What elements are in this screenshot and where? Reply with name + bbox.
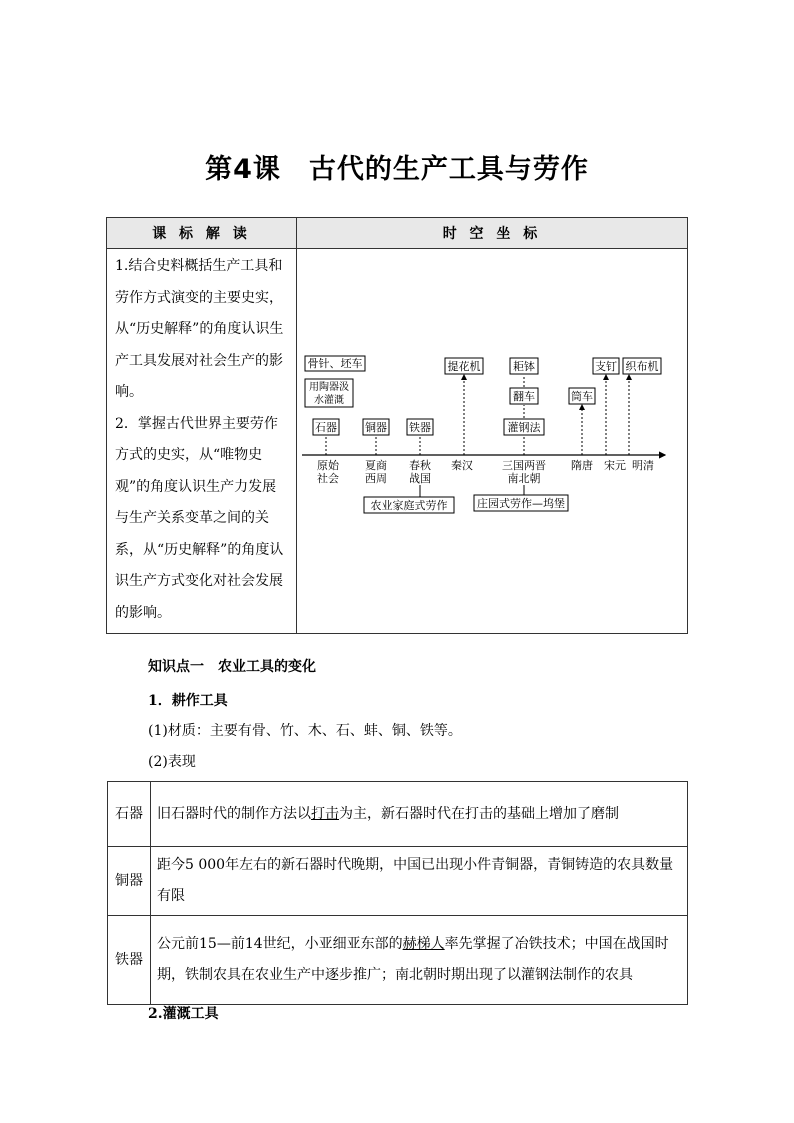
label-bone-needle: 骨针、坯车 (307, 357, 363, 370)
label-pottery-1: 用陶器汲 (309, 382, 349, 393)
row-content: 距今5 000年左右的新石器时代晚期，中国已出现小件青铜器，青铜铸造的农具数量有限 (151, 847, 688, 916)
period-sanguo-1: 三国两晋 (502, 459, 546, 472)
label-iron: 铁器 (409, 421, 431, 434)
period-songyuan: 宋元 (604, 459, 626, 472)
label-support-nail: 支钉 (595, 360, 617, 373)
timeline-cell (297, 249, 688, 634)
row-name: 铜器 (108, 847, 151, 916)
row-content: 公元前15—前14世纪，小亚细亚东部的赫梯人率先掌握了冶铁技术；中国在战国时期，铁制农具在农业生产中逐步推广；南北朝时期出现了以灌钢法制作的农具 (151, 916, 688, 1005)
tools-table (107, 781, 688, 1005)
underlined-term: 打击 (311, 805, 339, 822)
period-qinhan: 秦汉 (451, 459, 473, 472)
period-primitive-1: 原始 (317, 459, 339, 472)
material-text: (1)材质：主要有骨、竹、木、石、蚌、铜、铁等。 (148, 723, 462, 739)
standards-text (107, 249, 297, 634)
period-chunqiu-1: 春秋 (409, 459, 431, 472)
label-manor-labor: 庄园式劳作—坞堡 (477, 497, 565, 510)
table-row (108, 847, 688, 916)
lesson-overview-table (106, 217, 688, 634)
underlined-term: 赫梯人 (402, 936, 445, 952)
period-sanguo-2: 南北朝 (507, 472, 541, 485)
subheading-irrigation-tools: 2.灌溉工具 (148, 1006, 219, 1022)
table-row (108, 916, 688, 1005)
period-suitang: 隋唐 (571, 459, 593, 472)
label-jacquard: 提花机 (447, 360, 481, 373)
period-primitive-2: 社会 (317, 472, 339, 485)
row-content: 旧石器时代的制作方法以打击为主，新石器时代在打击的基础上增加了磨制 (151, 782, 688, 847)
page-title: 第4课 古代的生产工具与劳作 (205, 154, 589, 185)
column-header-standards: 课 标 解 读 (107, 218, 297, 249)
label-waterwheel: 翻车 (513, 390, 535, 403)
label-stone: 石器 (315, 421, 337, 434)
period-mingqing: 明清 (632, 459, 654, 472)
knowledge-point-title: 知识点一 农业工具的变化 (148, 659, 316, 675)
column-header-timeline: 时 空 坐 标 (297, 218, 688, 249)
label-steel-method: 灌钢法 (507, 421, 541, 434)
label-loom: 织布机 (625, 360, 659, 373)
label-tube-wheel: 筒车 (571, 390, 593, 403)
period-xia-1: 夏商 (365, 459, 387, 472)
period-chunqiu-2: 战国 (409, 472, 431, 485)
timeline-diagram (297, 249, 687, 624)
table-row (108, 782, 688, 847)
label-bronze: 铜器 (365, 421, 387, 434)
goal-2: 2．掌握古代世界主要劳作方式的史实，从“唯物史观”的角度认识生产力发展与生产关系变革之间的关系，从“历史解释”的角度认识生产方式变化对社会发展的影响。 (115, 415, 284, 621)
row-name: 石器 (108, 782, 151, 847)
period-xia-2: 西周 (365, 472, 387, 485)
label-plow: 耟钵 (513, 360, 535, 373)
label-family-labor: 农业家庭式劳作 (370, 499, 448, 512)
row-name: 铁器 (108, 916, 151, 1005)
subheading-farming-tools: 1．耕作工具 (148, 693, 228, 709)
performance-heading: (2)表现 (148, 754, 196, 770)
goal-1: 1.结合史料概括生产工具和劳作方式演变的主要史实，从“历史解释”的角度认识生产工具发展对社会生产的影响。 (115, 258, 284, 400)
label-pottery-2: 水灌溉 (314, 395, 344, 406)
